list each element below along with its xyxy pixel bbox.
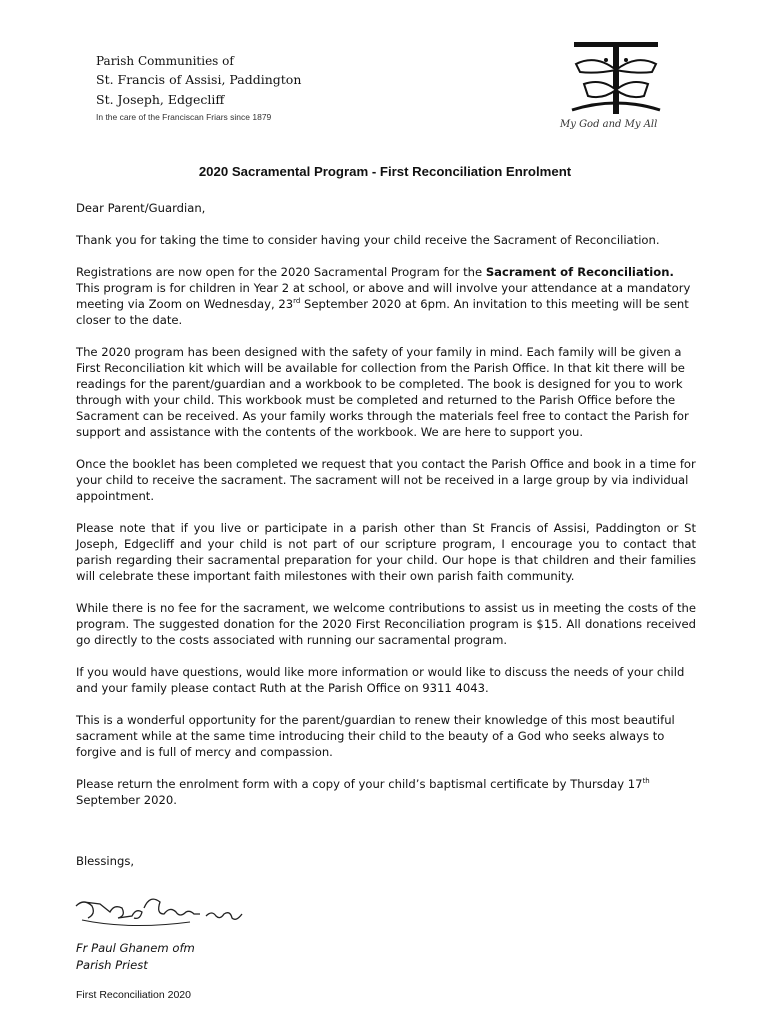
paragraph-1: Thank you for taking the time to consider having your child receive the Sacrament of Reconciliation. (76, 233, 660, 247)
letterhead-line-1: Parish Communities of (96, 54, 234, 68)
paragraph-2-after1: This program is for children in Year 2 at school, or above and will involve your attendance at a mandatory meeting via Zoom on Wednesday, 23 (76, 281, 691, 311)
paragraph-4: Once the booklet has been completed we request that you contact the Parish Office and book in a time for your child to receive the sacrament. The sacrament will not be received in a large group by via individual appointment. (76, 457, 696, 503)
closing: Blessings, (76, 854, 135, 868)
paragraph-2-after2: September 2020 at 6pm. An invitation to this meeting will be sent closer to the date. (76, 297, 689, 327)
priest-name: Fr Paul Ghanem ofm (76, 941, 195, 955)
paragraph-9-after: September 2020. (76, 793, 177, 807)
paragraph-8: This is a wonderful opportunity for the parent/guardian to renew their knowledge of this most beautiful sacrament while at the same time introducing their child to the beauty of a God who seeks always to forgive and is full of mercy and compassion. (76, 713, 675, 759)
motto: My God and My All (560, 119, 658, 130)
paragraph-2 (76, 264, 696, 328)
paragraph-3: The 2020 program has been designed with the safety of your family in mind. Each family will be given a First Reconciliation kit which will be available for collection from the Parish Office. In that kit there will be readings for the parent/guardian and a workbook to be completed. The book is designed for you to work through with your child. This workbook must be completed and returned to the Parish Office before the Sacrament can be received. As your family works through the materials feel free to contact the Parish for support and assistance with the contents of the workbook. We are here to support you. (76, 345, 689, 439)
letter-body (76, 200, 696, 824)
letterhead-line-3: St. Joseph, Edgecliff (96, 92, 225, 107)
signature-image (70, 888, 250, 944)
letterhead (96, 52, 301, 122)
franciscan-crest-icon (566, 40, 666, 116)
document-title: 2020 Sacramental Program - First Reconciliation Enrolment (198, 164, 572, 179)
salutation: Dear Parent/Guardian, (76, 201, 206, 215)
paragraph-2-sup: rd (293, 297, 301, 306)
priest-signature-block (76, 940, 195, 974)
paragraph-9-sup: th (642, 777, 650, 786)
paragraph-6: While there is no fee for the sacrament, we welcome contributions to assist us in meeting the costs of the program. The suggested donation for the 2020 First Reconciliation program is $15. All donations received go directly to the costs associated with running our sacramental program. (76, 601, 696, 647)
priest-title: Parish Priest (76, 958, 148, 972)
footer: First Reconciliation 2020 (76, 989, 191, 1001)
paragraph-5: Please note that if you live or participate in a parish other than St Francis of Assisi, Paddington or St Joseph, Edgecliff and your child is not part of our scripture program, I encourage you to contact that parish regarding their sacramental preparation for your child. Our hope is that children and their families will celebrate these important faith milestones with their own parish faith community. (76, 521, 696, 583)
letterhead-subline: In the care of the Franciscan Friars since 1879 (96, 112, 272, 122)
letterhead-line-2: St. Francis of Assisi, Paddington (96, 72, 302, 87)
paragraph-2-bold: Sacrament of Reconciliation. (485, 265, 674, 279)
paragraph-2-before: Registrations are now open for the 2020 Sacramental Program for the (76, 265, 486, 279)
paragraph-9 (76, 776, 696, 808)
paragraph-7: If you would have questions, would like more information or would like to discuss the needs of your child and your family please contact Ruth at the Parish Office on 9311 4043. (76, 665, 685, 695)
paragraph-9-before: Please return the enrolment form with a copy of your child’s baptismal certificate by Thursday 17 (76, 777, 643, 791)
